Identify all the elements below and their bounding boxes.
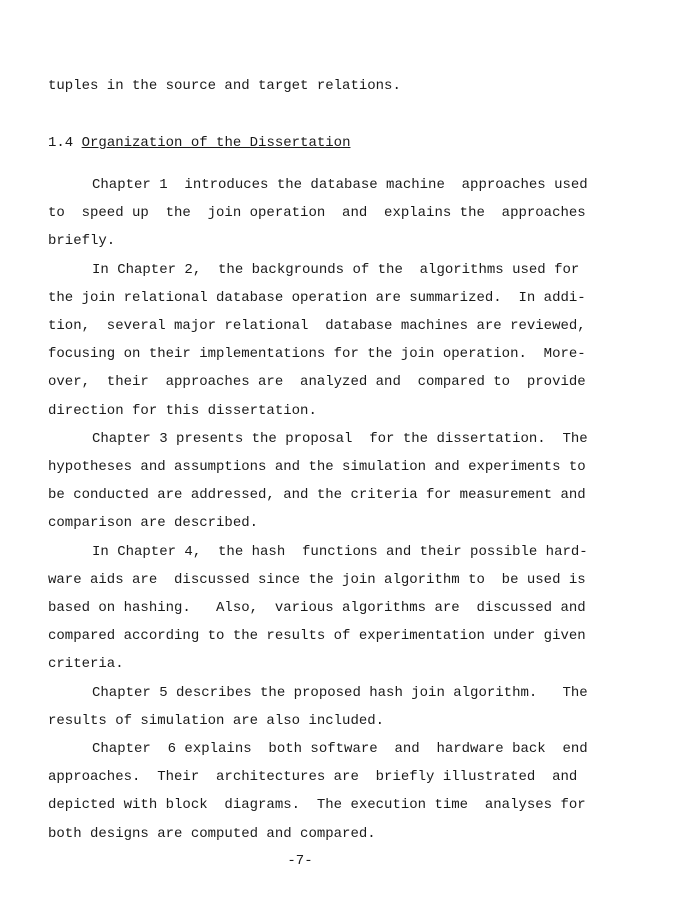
paragraph-line: Chapter 5 describes the proposed hash join algorithm. The (92, 684, 588, 701)
section-heading (48, 134, 624, 152)
paragraph-line: based on hashing. Also, various algorithms are discussed and (48, 600, 586, 616)
paragraph-line: hypotheses and assumptions and the simulation and experiments to (48, 459, 586, 475)
paragraph-line: the join relational database operation are summarized. In addi- (48, 289, 586, 306)
page-number: -7- (287, 853, 313, 869)
paragraph-line: to speed up the join operation and explains the approaches (48, 205, 586, 222)
paragraph-line: criteria. (48, 656, 124, 673)
paragraph-line: over, their approaches are analyzed and compared to provide (48, 374, 586, 391)
paragraph-line: comparison are described. (48, 515, 259, 532)
paragraph-line: compared according to the results of experimentation under given (48, 628, 586, 645)
paragraph-line: Chapter 6 explains both software and hardware back end (92, 741, 588, 757)
paragraph-line: Chapter 3 presents the proposal for the dissertation. The (92, 430, 588, 447)
paragraph-line: focusing on their implementations for the join operation. More- (48, 346, 586, 363)
section-title: Organization of the Dissertation (81, 135, 351, 151)
paragraph-line: direction for this dissertation. (48, 402, 317, 419)
intro-line: tuples in the source and target relations. (48, 78, 401, 94)
paragraph-line: be conducted are addressed, and the criteria for measurement and (48, 487, 586, 504)
paragraph-line: depicted with block diagrams. The execution time analyses for (48, 797, 586, 814)
paragraph-line: briefly. (48, 233, 116, 250)
section-number: 1.4 (48, 135, 74, 151)
paragraph-line: In Chapter 2, the backgrounds of the algorithms used for (92, 261, 580, 278)
paragraph-line: tion, several major relational database machines are reviewed, (48, 318, 586, 334)
paragraph-line: both designs are computed and compared. (48, 825, 376, 842)
paragraph-line: approaches. Their architectures are briefly illustrated and (48, 769, 578, 786)
paragraph-line: Chapter 1 introduces the database machine approaches used (92, 177, 588, 193)
paragraph-line: results of simulation are also included. (48, 712, 385, 729)
paragraph-line: In Chapter 4, the hash functions and their possible hard- (92, 543, 588, 560)
paragraph-line: ware aids are discussed since the join algorithm to be used is (48, 571, 586, 588)
